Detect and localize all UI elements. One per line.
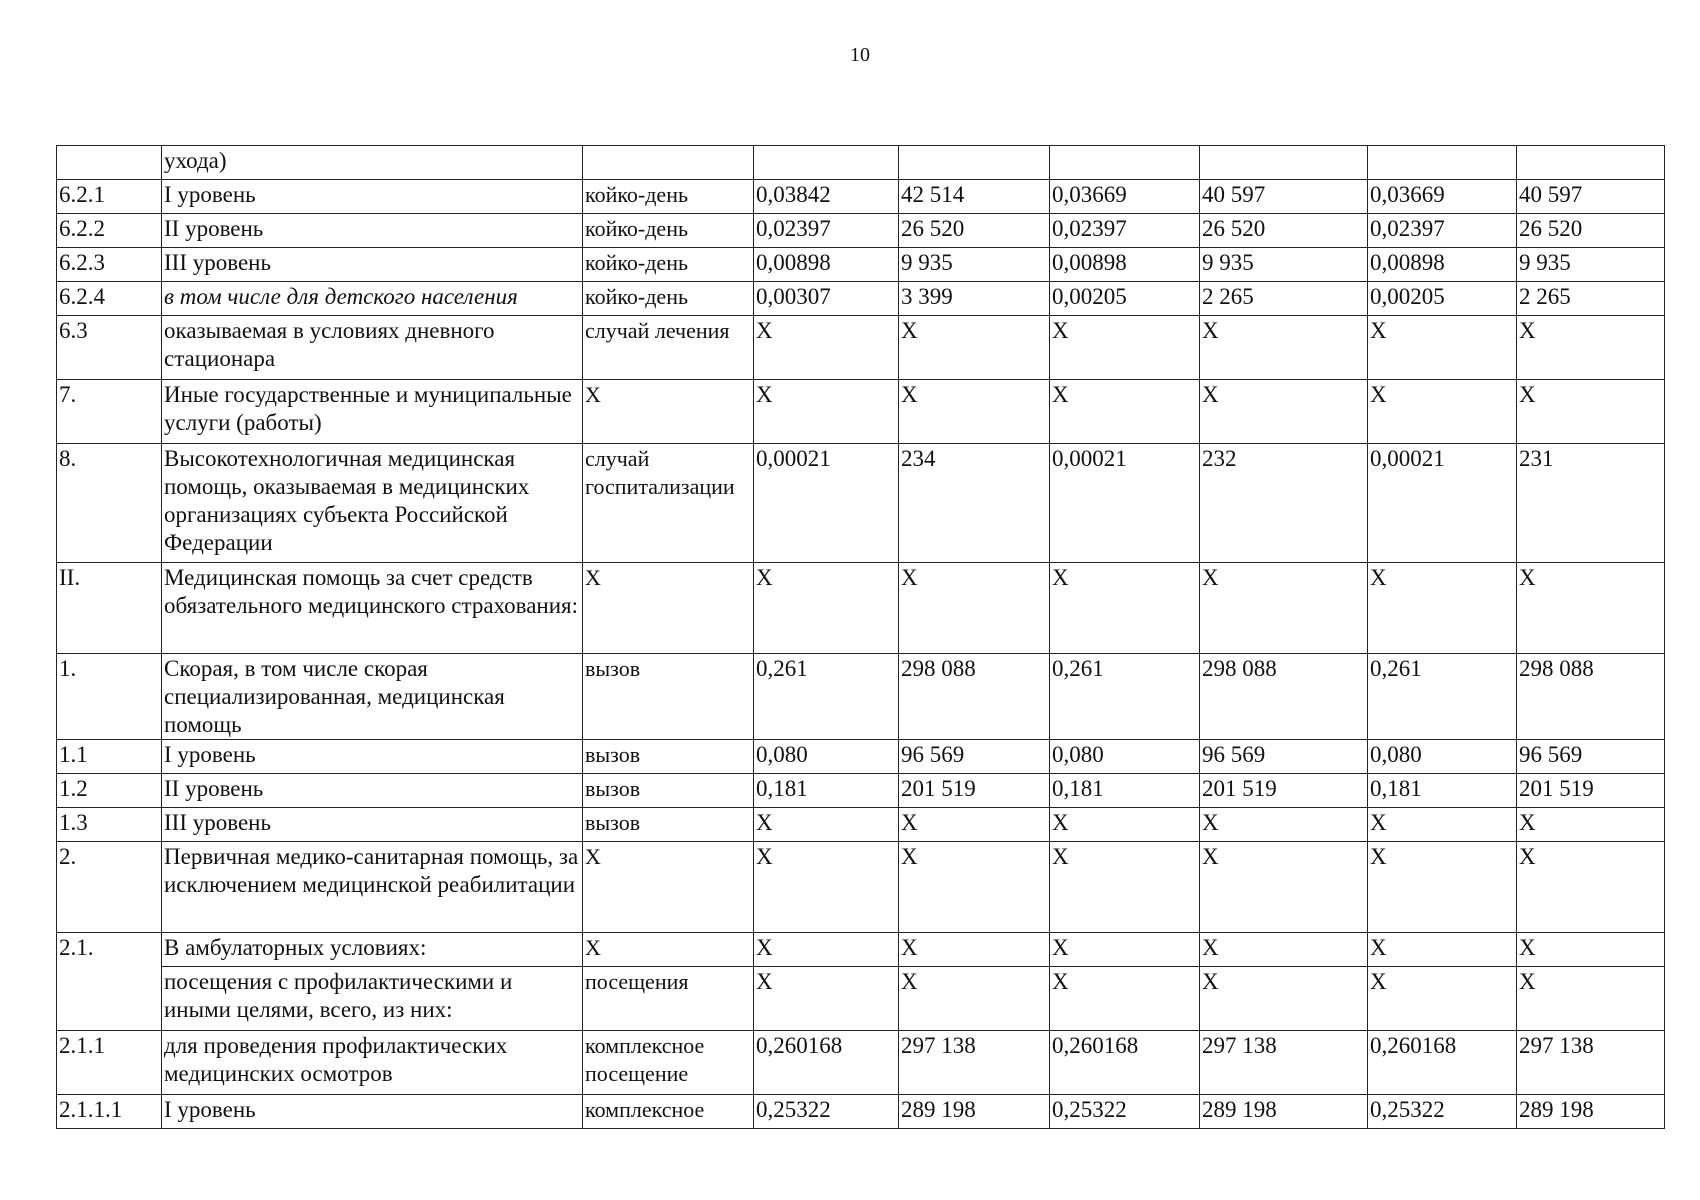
value-cell: X	[754, 380, 899, 444]
value-cell: 40 597	[1517, 180, 1665, 214]
value-cell: X	[1050, 933, 1200, 967]
value-cell: 0,03842	[754, 180, 899, 214]
value-cell: X	[899, 380, 1050, 444]
unit-cell: случай лечения	[583, 316, 754, 380]
care-volume-table	[56, 145, 1665, 1129]
value-cell: 0,00021	[1368, 444, 1517, 563]
table-row	[57, 180, 1665, 214]
value-cell: 0,02397	[1368, 214, 1517, 248]
value-cell: X	[1200, 316, 1368, 380]
row-name-cell: в том числе для детского населения	[162, 282, 583, 316]
value-cell: 0,261	[1050, 654, 1200, 740]
row-number-cell: II.	[57, 563, 162, 654]
table-row	[57, 774, 1665, 808]
unit-cell: X	[583, 563, 754, 654]
table-row	[57, 146, 1665, 180]
table-row	[57, 808, 1665, 842]
table-row	[57, 1095, 1665, 1129]
row-number-cell	[57, 146, 162, 180]
value-cell: 0,181	[754, 774, 899, 808]
value-cell: 201 519	[1200, 774, 1368, 808]
value-cell: 298 088	[899, 654, 1050, 740]
table-row	[57, 740, 1665, 774]
row-name-cell: посещения с профилактическими и иными целями, всего, из них:	[162, 967, 583, 1031]
value-cell: X	[754, 563, 899, 654]
value-cell	[1517, 146, 1665, 180]
value-cell	[1050, 146, 1200, 180]
value-cell: 0,03669	[1368, 180, 1517, 214]
row-name-cell: Иные государственные и муниципальные услуги (работы)	[162, 380, 583, 444]
value-cell	[754, 146, 899, 180]
value-cell: X	[754, 842, 899, 933]
row-number-cell: 6.2.1	[57, 180, 162, 214]
table-row	[57, 933, 1665, 967]
value-cell: 40 597	[1200, 180, 1368, 214]
unit-cell: X	[583, 933, 754, 967]
table-row	[57, 248, 1665, 282]
table-body	[57, 146, 1665, 1129]
row-number-cell: 6.2.2	[57, 214, 162, 248]
table-row	[57, 842, 1665, 933]
unit-cell: койко-день	[583, 180, 754, 214]
value-cell	[1368, 146, 1517, 180]
table-row	[57, 444, 1665, 563]
value-cell: 26 520	[1200, 214, 1368, 248]
value-cell: X	[899, 842, 1050, 933]
value-cell: 9 935	[1517, 248, 1665, 282]
row-name-cell: I уровень	[162, 1095, 583, 1129]
value-cell: X	[1368, 933, 1517, 967]
row-number-cell: 1.1	[57, 740, 162, 774]
value-cell: X	[754, 933, 899, 967]
value-cell: 0,00307	[754, 282, 899, 316]
row-name-cell: I уровень	[162, 180, 583, 214]
table-row	[57, 654, 1665, 740]
unit-cell: X	[583, 842, 754, 933]
value-cell: 0,261	[1368, 654, 1517, 740]
value-cell: X	[899, 316, 1050, 380]
unit-cell: койко-день	[583, 214, 754, 248]
value-cell: 9 935	[899, 248, 1050, 282]
unit-cell: койко-день	[583, 248, 754, 282]
row-name-cell: для проведения профилактических медицинских осмотров	[162, 1031, 583, 1095]
row-number-cell: 1.2	[57, 774, 162, 808]
row-name-cell: Скорая, в том числе скорая специализированная, медицинская помощь	[162, 654, 583, 740]
row-name-cell: Первичная медико-санитарная помощь, за исключением медицинской реабилитации	[162, 842, 583, 933]
value-cell: 0,00898	[1368, 248, 1517, 282]
value-cell: X	[754, 316, 899, 380]
value-cell: 3 399	[899, 282, 1050, 316]
value-cell: 96 569	[899, 740, 1050, 774]
table-row	[57, 214, 1665, 248]
unit-cell: вызов	[583, 774, 754, 808]
row-name-cell: II уровень	[162, 214, 583, 248]
row-number-cell: 2.1.	[57, 933, 162, 1031]
value-cell: X	[1517, 842, 1665, 933]
value-cell: 0,00205	[1368, 282, 1517, 316]
value-cell: 231	[1517, 444, 1665, 563]
row-number-cell: 1.3	[57, 808, 162, 842]
row-number-cell: 6.3	[57, 316, 162, 380]
value-cell: X	[1200, 842, 1368, 933]
value-cell: 234	[899, 444, 1050, 563]
value-cell: 289 198	[1200, 1095, 1368, 1129]
value-cell: X	[1200, 808, 1368, 842]
row-number-cell: 6.2.4	[57, 282, 162, 316]
unit-cell: X	[583, 380, 754, 444]
row-name-cell: III уровень	[162, 248, 583, 282]
value-cell: X	[1517, 563, 1665, 654]
value-cell: 0,00898	[754, 248, 899, 282]
value-cell: 0,25322	[754, 1095, 899, 1129]
table-row	[57, 380, 1665, 444]
value-cell: 201 519	[899, 774, 1050, 808]
table-row	[57, 316, 1665, 380]
value-cell: 0,03669	[1050, 180, 1200, 214]
value-cell: X	[1200, 967, 1368, 1031]
value-cell: X	[754, 808, 899, 842]
value-cell: 26 520	[899, 214, 1050, 248]
value-cell: 297 138	[899, 1031, 1050, 1095]
row-number-cell: 2.1.1.1	[57, 1095, 162, 1129]
value-cell: X	[899, 563, 1050, 654]
unit-cell: вызов	[583, 654, 754, 740]
value-cell: X	[899, 808, 1050, 842]
value-cell: X	[1517, 316, 1665, 380]
value-cell: X	[1050, 967, 1200, 1031]
value-cell: 0,02397	[754, 214, 899, 248]
value-cell: X	[1368, 380, 1517, 444]
value-cell: X	[1050, 316, 1200, 380]
unit-cell: вызов	[583, 808, 754, 842]
row-number-cell: 2.	[57, 842, 162, 933]
value-cell: 0,260168	[1050, 1031, 1200, 1095]
row-name-cell: В амбулаторных условиях:	[162, 933, 583, 967]
value-cell: X	[1050, 380, 1200, 444]
value-cell: 42 514	[899, 180, 1050, 214]
row-number-cell: 8.	[57, 444, 162, 563]
row-number-cell: 2.1.1	[57, 1031, 162, 1095]
row-name-cell: III уровень	[162, 808, 583, 842]
value-cell: 0,181	[1368, 774, 1517, 808]
table-row	[57, 282, 1665, 316]
value-cell	[899, 146, 1050, 180]
value-cell: 289 198	[1517, 1095, 1665, 1129]
row-number-cell: 1.	[57, 654, 162, 740]
value-cell: X	[754, 967, 899, 1031]
row-name-cell: I уровень	[162, 740, 583, 774]
unit-cell: посещения	[583, 967, 754, 1031]
value-cell: X	[1517, 808, 1665, 842]
value-cell: X	[1050, 563, 1200, 654]
value-cell: 0,00021	[754, 444, 899, 563]
value-cell: 2 265	[1517, 282, 1665, 316]
unit-cell: комплексное посещение	[583, 1031, 754, 1095]
value-cell: 26 520	[1517, 214, 1665, 248]
value-cell: X	[1050, 808, 1200, 842]
value-cell: X	[899, 967, 1050, 1031]
table-row	[57, 563, 1665, 654]
value-cell: 289 198	[899, 1095, 1050, 1129]
value-cell: X	[1200, 933, 1368, 967]
unit-cell: случай госпитализации	[583, 444, 754, 563]
value-cell: X	[1517, 967, 1665, 1031]
value-cell: 0,080	[754, 740, 899, 774]
row-name-cell: Высокотехнологичная медицинская помощь, оказываемая в медицинских организациях субъекта Российской Федерации	[162, 444, 583, 563]
value-cell: 0,260168	[754, 1031, 899, 1095]
value-cell: 232	[1200, 444, 1368, 563]
value-cell: 0,260168	[1368, 1031, 1517, 1095]
value-cell: 0,00205	[1050, 282, 1200, 316]
value-cell: X	[1368, 967, 1517, 1031]
value-cell: X	[1368, 316, 1517, 380]
unit-cell: комплексное	[583, 1095, 754, 1129]
unit-cell: вызов	[583, 740, 754, 774]
value-cell: 0,02397	[1050, 214, 1200, 248]
row-name-cell: ухода)	[162, 146, 583, 180]
value-cell: X	[1200, 563, 1368, 654]
page-number: 10	[850, 44, 870, 66]
value-cell: 0,181	[1050, 774, 1200, 808]
row-number-cell: 7.	[57, 380, 162, 444]
value-cell: 297 138	[1517, 1031, 1665, 1095]
unit-cell	[583, 146, 754, 180]
value-cell: 96 569	[1200, 740, 1368, 774]
value-cell: 96 569	[1517, 740, 1665, 774]
value-cell: 0,00898	[1050, 248, 1200, 282]
row-name-cell: оказываемая в условиях дневного стационара	[162, 316, 583, 380]
value-cell: X	[1517, 380, 1665, 444]
value-cell: X	[1517, 933, 1665, 967]
value-cell	[1200, 146, 1368, 180]
value-cell: X	[1200, 380, 1368, 444]
value-cell: X	[1368, 842, 1517, 933]
value-cell: 0,080	[1368, 740, 1517, 774]
value-cell: 0,25322	[1050, 1095, 1200, 1129]
value-cell: X	[1368, 808, 1517, 842]
value-cell: X	[1050, 842, 1200, 933]
value-cell: 0,00021	[1050, 444, 1200, 563]
row-number-cell: 6.2.3	[57, 248, 162, 282]
row-name-cell: II уровень	[162, 774, 583, 808]
value-cell: X	[899, 933, 1050, 967]
value-cell: 2 265	[1200, 282, 1368, 316]
unit-cell: койко-день	[583, 282, 754, 316]
value-cell: X	[1368, 563, 1517, 654]
value-cell: 0,25322	[1368, 1095, 1517, 1129]
row-name-cell: Медицинская помощь за счет средств обязательного медицинского страхования:	[162, 563, 583, 654]
value-cell: 201 519	[1517, 774, 1665, 808]
value-cell: 0,080	[1050, 740, 1200, 774]
table-row	[57, 967, 1665, 1031]
table-row	[57, 1031, 1665, 1095]
value-cell: 9 935	[1200, 248, 1368, 282]
value-cell: 298 088	[1200, 654, 1368, 740]
value-cell: 298 088	[1517, 654, 1665, 740]
value-cell: 0,261	[754, 654, 899, 740]
value-cell: 297 138	[1200, 1031, 1368, 1095]
